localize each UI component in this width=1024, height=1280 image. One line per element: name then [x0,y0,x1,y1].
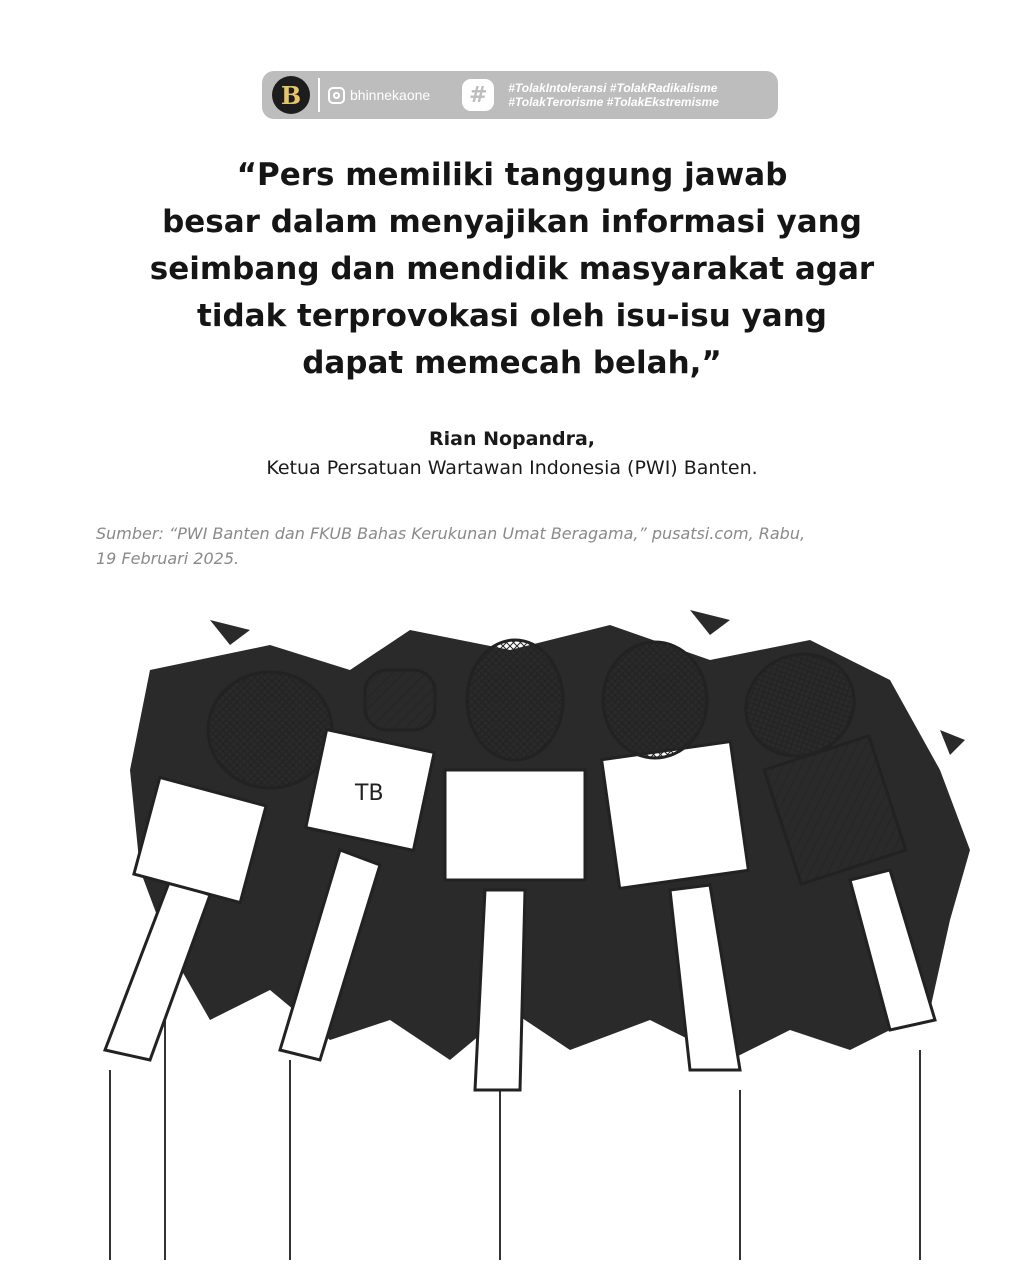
quote-line-1: “Pers memiliki tanggung jawab [236,157,788,193]
hashtag-line-2: #TolakTerorisme #TolakEkstremisme [508,95,719,109]
quote-line-3: seimbang dan mendidik masyarakat agar [149,251,875,287]
source-line-2: 19 Februari 2025. [96,549,240,568]
header-banner [262,71,778,119]
header-divider [318,78,320,112]
source-line-1: Sumber: “PWI Banten dan FKUB Bahas Kerukunan Umat Beragama,” pusatsi.com, Rabu, [96,524,806,543]
quote-line-2: besar dalam menyajikan informasi yang [162,204,862,240]
quote-text [60,152,964,387]
brand-logo: B [272,76,310,114]
instagram-handle[interactable] [328,87,430,104]
author-name: Rian Nopandra, [428,428,596,450]
handle-text: bhinnekaone [350,87,431,103]
instagram-icon [328,87,345,104]
quote-line-5: dapat memecah belah,” [302,345,722,381]
author-title: Ketua Persatuan Wartawan Indonesia (PWI) Banten. [266,457,758,479]
source-citation [96,521,936,571]
hashtag-list [508,81,719,109]
quote-line-4: tidak terprovokasi oleh isu-isu yang [197,298,827,334]
microphones-illustration [90,590,970,1260]
hashtag-icon: # [462,79,494,111]
hashtag-line-1: #TolakIntoleransi #TolakRadikalisme [508,81,718,95]
svg-text:TB: TB [355,781,384,806]
